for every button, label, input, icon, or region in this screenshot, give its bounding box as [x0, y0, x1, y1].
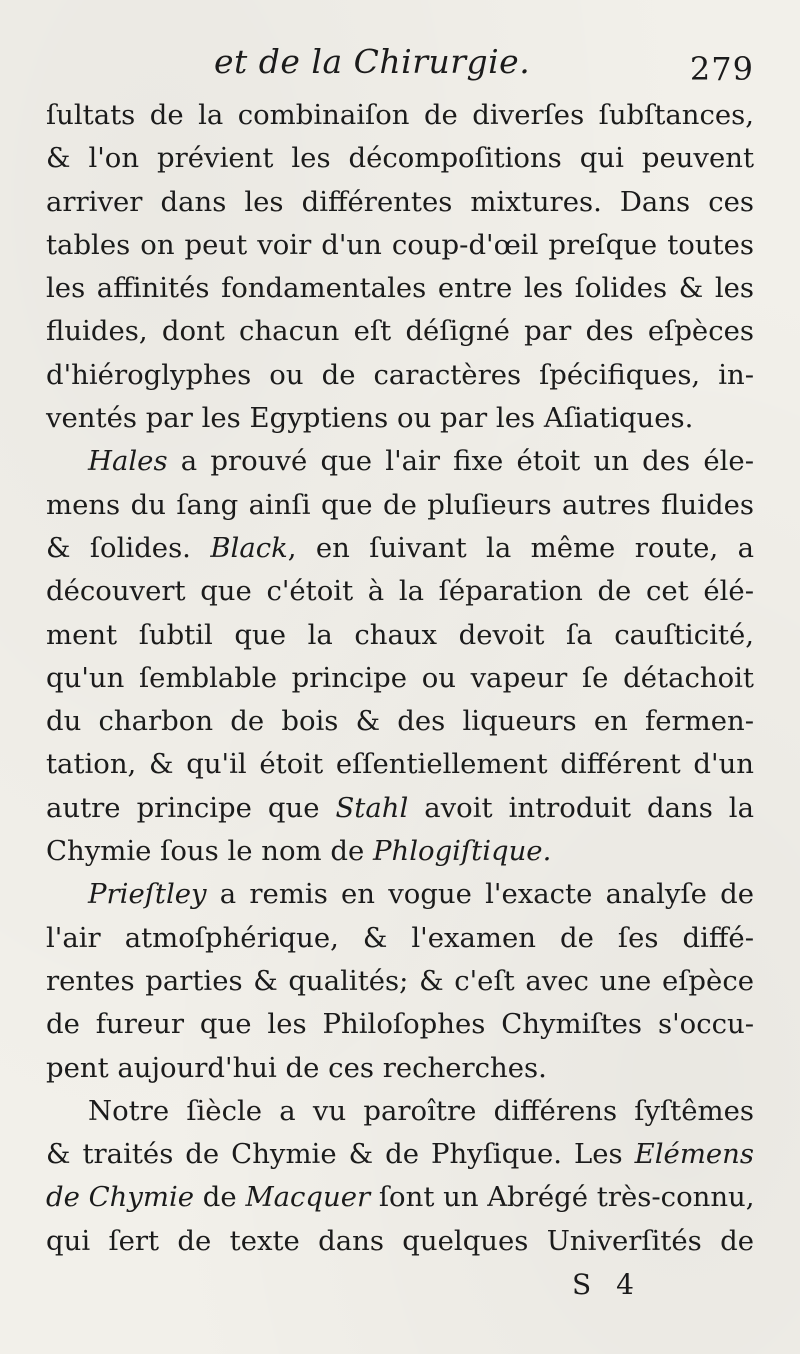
text-line — [46, 657, 754, 700]
text-run: pent aujourd'hui de ces recherches. — [46, 1051, 547, 1084]
italic-text: Black — [210, 531, 288, 564]
text-run: ſont un Abrégé très-connu, — [370, 1181, 755, 1214]
running-head — [46, 40, 758, 94]
text-run: avoit introduit dans la — [408, 791, 754, 824]
text-run: l'air atmoſphérique, & l'examen de ſes diffé- — [46, 921, 754, 954]
signature-mark: S 4 — [572, 1268, 642, 1301]
italic-text: Elémens — [634, 1138, 754, 1171]
text-line — [46, 787, 754, 830]
text-run: Notre ſiècle a vu paroître différens ſyſtêmes — [88, 1094, 754, 1127]
text-line — [46, 267, 754, 310]
text-line — [46, 960, 754, 1003]
text-run: découvert que c'étoit à la ſéparation de cet élé- — [46, 575, 754, 608]
italic-text: Hales — [88, 445, 168, 478]
body-text — [46, 94, 758, 1263]
italic-text: Phlogiſtique. — [373, 835, 552, 868]
text-line — [46, 743, 754, 786]
text-run: de fureur que les Philoſophes Chymiſtes s'occu- — [46, 1008, 754, 1041]
text-run: d'hiéroglyphes ou de caractères ſpécifiques, in- — [46, 358, 754, 391]
text-line — [46, 830, 754, 873]
text-run: Chymie ſous le nom de — [46, 835, 373, 868]
text-line — [46, 1003, 754, 1046]
text-line — [46, 527, 754, 570]
text-run: a prouvé que l'air fixe étoit un des éle- — [167, 445, 754, 478]
text-run: fluides, dont chacun eſt déſigné par des eſpèces — [46, 315, 754, 348]
text-run: a remis en vogue l'exacte analyſe de — [206, 878, 754, 911]
text-run: rentes parties & qualités; & c'eſt avec une eſpèce — [46, 964, 754, 997]
text-line — [46, 354, 754, 397]
text-run: & l'on prévient les décompoſitions qui peuvent — [46, 142, 754, 175]
text-run: arriver dans les différentes mixtures. Dans ces — [46, 185, 754, 218]
text-line — [46, 224, 754, 267]
text-line — [46, 397, 754, 440]
text-line — [46, 1176, 754, 1219]
page-number: 279 — [689, 50, 754, 88]
text-run: les affinités fondamentales entre les ſolides & les — [46, 272, 754, 305]
text-line — [46, 137, 754, 180]
italic-text: de Chymie — [46, 1181, 195, 1214]
italic-text: Macquer — [245, 1181, 371, 1214]
text-run: ſultats de la combinaiſon de diverſes ſubſtances, — [46, 99, 754, 131]
text-run: ment ſubtil que la chaux devoit ſa cauſticité, — [46, 618, 754, 651]
text-line — [46, 1047, 754, 1090]
italic-text: Prieſtley — [88, 878, 207, 911]
text-run: mens du ſang ainſi que de pluſieurs autres fluides — [46, 488, 754, 521]
text-line — [46, 570, 754, 613]
text-run: tables on peut voir d'un coup-d'œil preſque toutes — [46, 228, 754, 261]
text-run: tation, & qu'il étoit eſſentiellement différent d'un — [46, 748, 754, 781]
text-line — [46, 917, 754, 960]
running-title: et de la Chirurgie. — [214, 42, 531, 81]
text-run: de — [194, 1181, 246, 1214]
text-line — [46, 1090, 754, 1133]
text-run: ventés par les Egyptiens ou par les Aſiatiques. — [46, 402, 694, 435]
text-line — [46, 94, 754, 137]
text-line — [46, 484, 754, 527]
text-run: qu'un ſemblable principe ou vapeur ſe détachoit — [46, 661, 754, 694]
text-line — [46, 440, 754, 483]
text-line — [46, 1220, 754, 1263]
text-line — [46, 310, 754, 353]
text-line — [46, 181, 754, 224]
text-run: , en ſuivant la même route, a — [287, 531, 754, 564]
italic-text: Stahl — [335, 791, 409, 824]
text-line — [46, 1133, 754, 1176]
text-run: qui ſert de texte dans quelques Univerſités de — [46, 1224, 754, 1257]
text-run: & ſolides. — [46, 531, 211, 564]
text-line — [46, 873, 754, 916]
text-line — [46, 614, 754, 657]
text-run: & traités de Chymie & de Phyſique. Les — [46, 1138, 635, 1171]
text-run: du charbon de bois & des liqueurs en fermen- — [46, 705, 754, 738]
text-line — [46, 700, 754, 743]
text-run: autre principe que — [46, 791, 336, 824]
